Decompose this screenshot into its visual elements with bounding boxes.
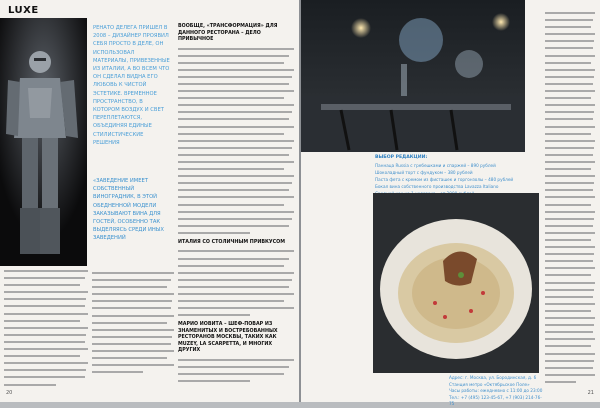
middle-column-text-bottom (92, 272, 174, 378)
right-page-number: 21 (587, 390, 594, 396)
left-page-number: 20 (6, 390, 13, 396)
robot-sculpture-photo (0, 18, 87, 266)
restaurant-interior-photo (301, 0, 525, 152)
editor-choice-item: Бокал вина собственного производства Lavazza Italiano (375, 183, 499, 189)
magazine-logo: LUXE (8, 5, 39, 16)
right-page-column-text (545, 12, 595, 388)
editor-choice-item: Паста фета с кремом из фисташек и горгонзолы – 480 рублей (375, 176, 514, 182)
editor-choice-item: Шоколадный торт с фундуком – 380 рублей (375, 169, 473, 175)
editor-choice-box (375, 155, 537, 197)
left-column-text (4, 270, 88, 391)
right-page (301, 0, 600, 407)
phone-line: Тел.: +7 (495) 123-45-67, +7 (903) 214-76-75 (449, 394, 542, 407)
metro-line: Станция метро «Октябрьское Поле» (449, 381, 530, 387)
section-heading-chef: МАРИО ИОВИТА – ШЕФ-ПОВАР ИЗ ЗНАМЕНИТЫХ И ВОСТРЕБОВАННЫХ РЕСТОРАНОВ МОСКВЫ, ТАКИХ КАК MUZEY, LA SCARPETTA, И МНОГИХ ДРУГИХ (178, 322, 278, 354)
left-page (0, 0, 299, 402)
risotto-dish-photo (373, 193, 539, 373)
pull-quote-top: РЕНАТО ДЕЛЕГА ПРИШЕЛ В 2008 – ДИЗАЙНЕР ПРОЯВИЛ СЕБЯ ПРОСТО В ДЕЛЕ, ОН ИСПОЛЬЗОВАЛ МАТЕРИАЛЫ, ПРИВЕЗЕННЫЕ ИЗ ИТАЛИИ, А ВО ВСЕМ ЧТО ОН СДЕЛАЛ ВИДНА ЕГО ЛЮБОВЬ К ЧИСТОЙ ЭСТЕТИКЕ. ВРЕМЕННОЕ ПРОСТРАНСТВО, В КОТОРОМ ВОЗДУХ И СВЕТ ПЕРЕПЛЕТАЮТСЯ, ОБЪЕДИНЯЯ ЕДИНЫЕ СТИЛИСТИЧЕСКИЕ РЕШЕНИЯ (93, 25, 170, 146)
editor-choice-title: ВЫБОР РЕДАКЦИИ: (375, 155, 428, 160)
pull-quote-bottom: «ЗАВЕДЕНИЕ ИМЕЕТ СОБСТВЕННЫЙ ВИНОГРАДНИК, В ЭТОЙ ОБЕДНЕННОЙ МОДЕЛИ ЗАКАЗЫВАЮТ ВИНА ДЛЯ ГОСТЕЙ, ОСОБЕННО ТАК ВЫДЕЛЯЯСЬ СРЕДИ ИНЫХ ЗАВЕДЕНИЙ (93, 178, 164, 242)
section-heading-transformation: ВООБЩЕ, «ТРАНСФОРМАЦИЯ» ДЛЯ ДАННОГО РЕСТОРАНА – ДЕЛО ПРИВЫЧНОЕ (178, 24, 278, 42)
hours-line: Часы работы: ежедневно с 11:00 до 23:00 (449, 388, 543, 394)
right-column-text (178, 24, 294, 387)
restaurant-address-box (449, 375, 543, 408)
editor-choice-item: Паннаца Russia с гребешками и спаржей – 890 рублей (375, 162, 496, 168)
address-line: Адрес: г. Москва, ул. Бородинская, д. 6 (449, 375, 537, 380)
section-heading-italy: ИТАЛИЯ СО СТОЛИЧНЫМ ПРИВКУСОМ (178, 239, 285, 245)
